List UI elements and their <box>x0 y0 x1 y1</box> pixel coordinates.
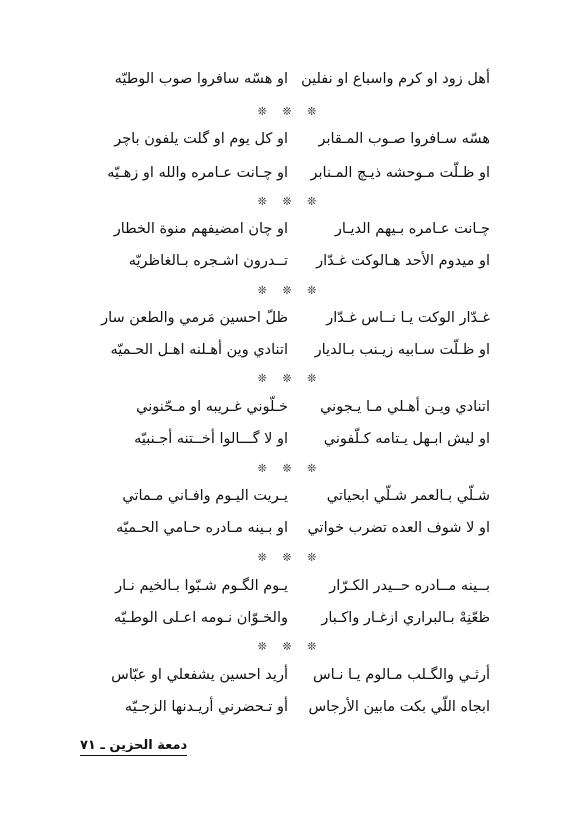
verse-left: اتنادي وين أهـلنه اهـل الحـميّه <box>110 342 288 358</box>
verse-right: ظعّنِهْ بـالبراري ازغـار واكـبار <box>321 610 490 626</box>
stanza-separator: ❊ ❊ ❊ <box>257 105 323 118</box>
verse-left: أو تـحضرني أريـدنها الزجـيّه <box>124 699 288 715</box>
verse-left: او چان امضيفهم منوة الخطار <box>113 221 288 237</box>
verse-left: والخـوّان نـومه اعـلى الوطـيّه <box>113 610 288 626</box>
verse-right: اتنادي ويـن أهـلي مـا يـجوني <box>320 399 490 415</box>
verse-right: بــينه مــادره حــيدر الكـرّار <box>329 578 490 594</box>
stanza-separator: ❊ ❊ ❊ <box>257 551 323 564</box>
verse-left: ظلّ احسين مَرمي والطعن سار <box>101 310 288 326</box>
verse-left: او كل يوم او گلت يلفون باچر <box>114 131 288 147</box>
verse-left: او هسّه سافروا صوب الوطيّه <box>114 71 288 87</box>
verse-left: يـريت اليـوم وافـاني مـماتي <box>122 488 288 504</box>
verse-right: شـلّي بـالعمر شـلّي ابحياتي <box>326 488 490 504</box>
verse-left: او چـانت عـامره والله او زهـيّه <box>107 165 288 181</box>
verse-right: هسّه سـافروا صـوب المـقابر <box>318 131 490 147</box>
page-footer: دمعة الحزين ـ ٧١ <box>80 738 187 756</box>
verse-right: او ظـلّت مـوحشه ذيـچ المـنابر <box>310 165 490 181</box>
verse-right: أرثـي والگـلب مـالوم يـا نـاس <box>312 667 490 683</box>
verse-right: او ظـلّت سـابيه زيـنب بـالديار <box>314 342 490 358</box>
verse-right: چـانت عـامره بـيهم الديـار <box>334 221 490 237</box>
stanza-separator: ❊ ❊ ❊ <box>257 372 323 385</box>
stanza-separator: ❊ ❊ ❊ <box>257 284 323 297</box>
verse-right: أهل زود او كرم واسباع او نفلين <box>301 71 490 87</box>
verse-left: تــدرون اشـجره بـالغاظريّه <box>128 253 288 269</box>
verse-left: او بـينه مـادره حـامي الحـميّه <box>116 520 288 536</box>
verse-left: خـلّوني غـريبه او مـحّنوني <box>136 399 288 415</box>
verse-right: ابجاه اللّي بكت مابين الأرجاس <box>308 699 490 715</box>
verse-right: او لا شوف العده تضرب خواتي <box>307 520 490 536</box>
verse-right: او ليش ابـهل يـتامه كـلّفوني <box>323 431 490 447</box>
stanza-separator: ❊ ❊ ❊ <box>257 462 323 475</box>
verse-right: او ميدوم الأحد هـالوكت غـدّار <box>316 253 490 269</box>
verse-left: أريد احسين يشفعلي او عبّاس <box>111 667 288 683</box>
verse-right: غـدّار الوكت يـا نــاس غـدّار <box>326 310 490 326</box>
verse-left: او لا گـــالوا أخــتنه أجـنبيّه <box>134 431 288 447</box>
stanza-separator: ❊ ❊ ❊ <box>257 195 323 208</box>
stanza-separator: ❊ ❊ ❊ <box>257 640 323 653</box>
verse-left: يـوم الگـوم شـبّوا بـالخيم نـار <box>115 578 288 594</box>
